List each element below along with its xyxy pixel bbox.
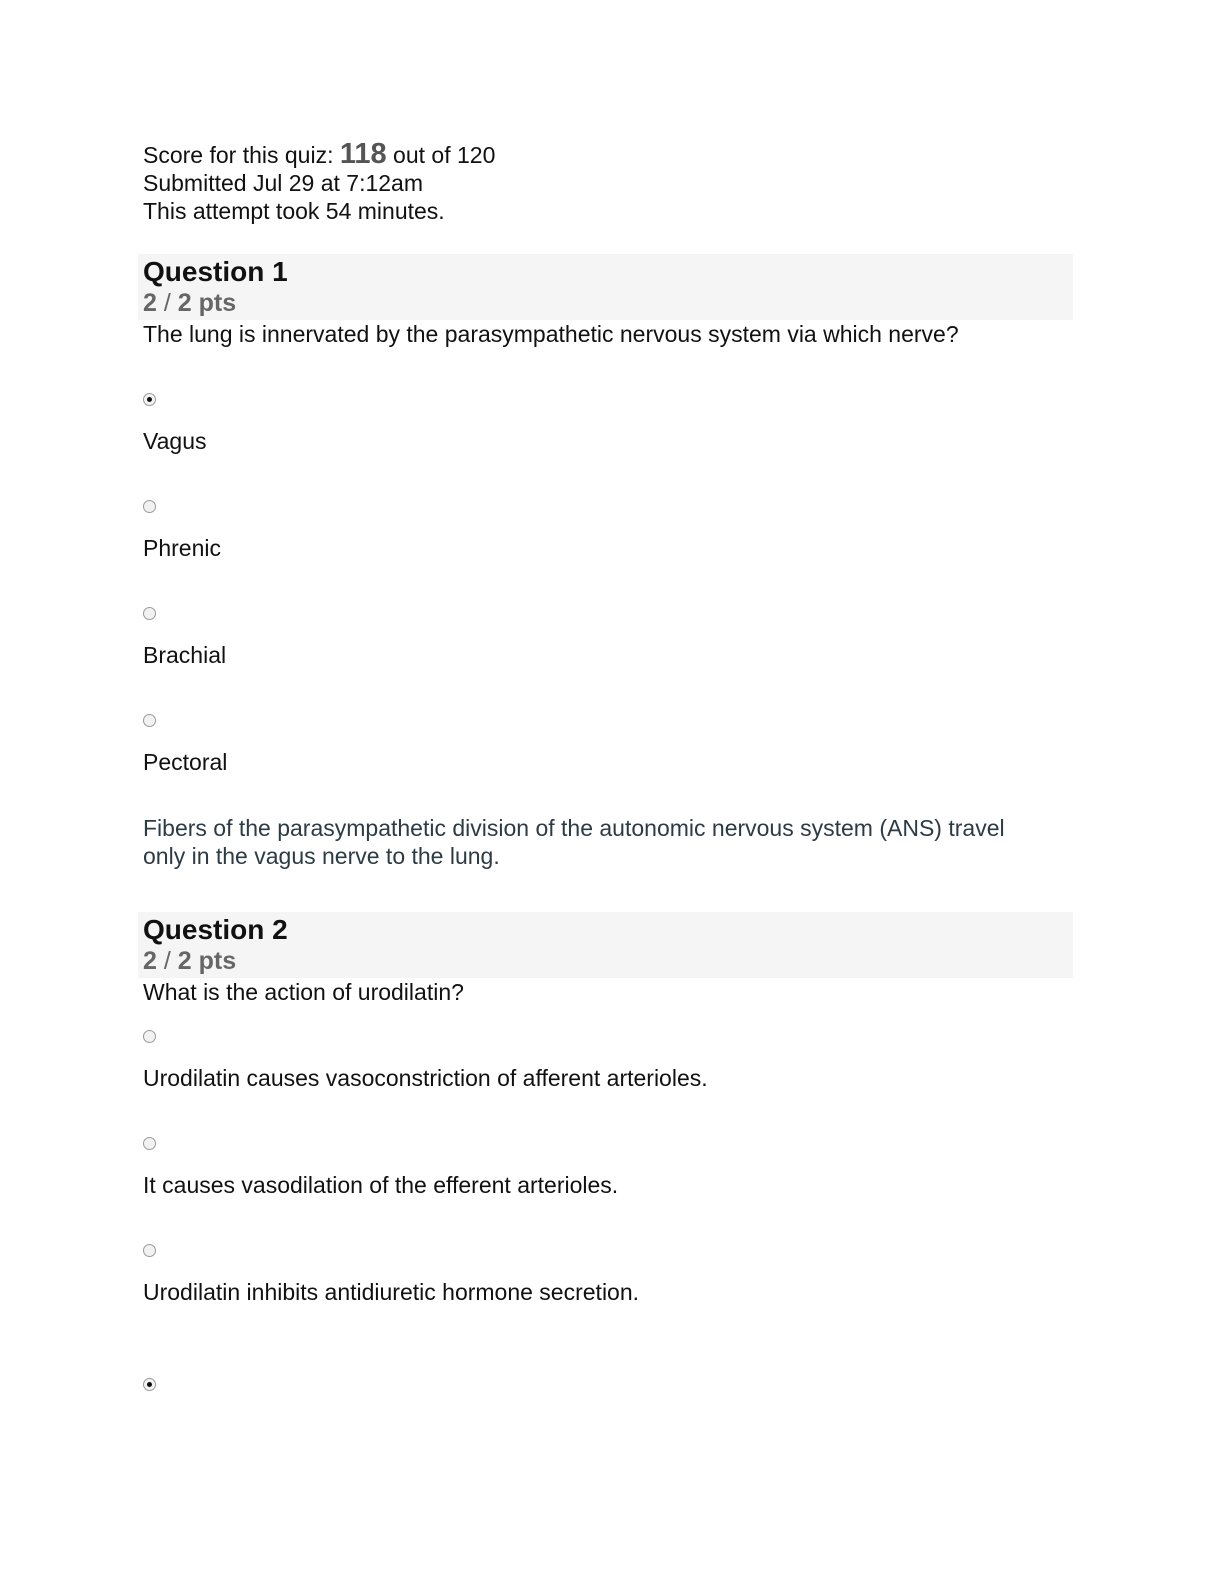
points-separator: / xyxy=(156,289,178,317)
question-2 xyxy=(143,912,1073,1391)
answer-label: Urodilatin inhibits antidiuretic hormone secretion. xyxy=(143,1279,640,1305)
quiz-results-page xyxy=(143,140,1073,1391)
answer-option xyxy=(143,1137,1073,1199)
answer-option xyxy=(143,1030,1073,1092)
score-line xyxy=(143,140,1073,169)
answer-label: It causes vasodilation of the efferent arterioles. xyxy=(143,1172,619,1198)
attempt-duration: This attempt took 54 minutes. xyxy=(143,198,445,224)
score-value: 118 xyxy=(339,138,387,170)
points-earned: 2 xyxy=(143,947,157,975)
answer-radio[interactable] xyxy=(143,607,156,620)
answer-radio[interactable] xyxy=(143,1244,156,1257)
answer-label: Phrenic xyxy=(143,535,221,561)
answer-label: Vagus xyxy=(143,428,207,454)
quiz-summary xyxy=(143,140,1073,225)
score-prefix: Score for this quiz: xyxy=(143,142,340,168)
question-text: The lung is innervated by the parasympathetic nervous system via which nerve? xyxy=(143,321,959,347)
question-1 xyxy=(143,254,1073,870)
question-points xyxy=(143,946,1073,978)
answer-option xyxy=(143,393,1073,455)
answer-radio-selected[interactable] xyxy=(143,1378,156,1391)
question-text: What is the action of urodilatin? xyxy=(143,979,464,1005)
question-title: Question 1 xyxy=(143,256,288,287)
points-earned: 2 xyxy=(143,289,157,317)
answer-radio[interactable] xyxy=(143,714,156,727)
question-header xyxy=(138,912,1073,978)
answer-radio[interactable] xyxy=(143,1137,156,1150)
points-separator: / xyxy=(156,947,178,975)
score-suffix: out of 120 xyxy=(386,142,496,168)
points-total: 2 pts xyxy=(177,289,237,317)
answer-explanation xyxy=(143,814,1073,870)
answer-label: Pectoral xyxy=(143,749,228,775)
answer-option xyxy=(143,1244,1073,1306)
answer-option xyxy=(143,714,1073,776)
question-header xyxy=(138,254,1073,320)
explanation-line: Fibers of the parasympathetic division of the autonomic nervous system (ANS) travel xyxy=(143,815,1005,841)
answer-label: Brachial xyxy=(143,642,227,668)
question-points xyxy=(143,288,1073,320)
answer-option xyxy=(143,500,1073,562)
answer-radio-selected[interactable] xyxy=(143,393,156,406)
explanation-line: only in the vagus nerve to the lung. xyxy=(143,843,500,869)
answer-option xyxy=(143,607,1073,669)
question-title: Question 2 xyxy=(143,914,288,945)
answer-option xyxy=(143,1378,1073,1391)
submitted-time: Submitted Jul 29 at 7:12am xyxy=(143,170,423,196)
points-total: 2 pts xyxy=(177,947,237,975)
answer-label: Urodilatin causes vasoconstriction of afferent arterioles. xyxy=(143,1065,708,1091)
answer-radio[interactable] xyxy=(143,1030,156,1043)
answer-radio[interactable] xyxy=(143,500,156,513)
